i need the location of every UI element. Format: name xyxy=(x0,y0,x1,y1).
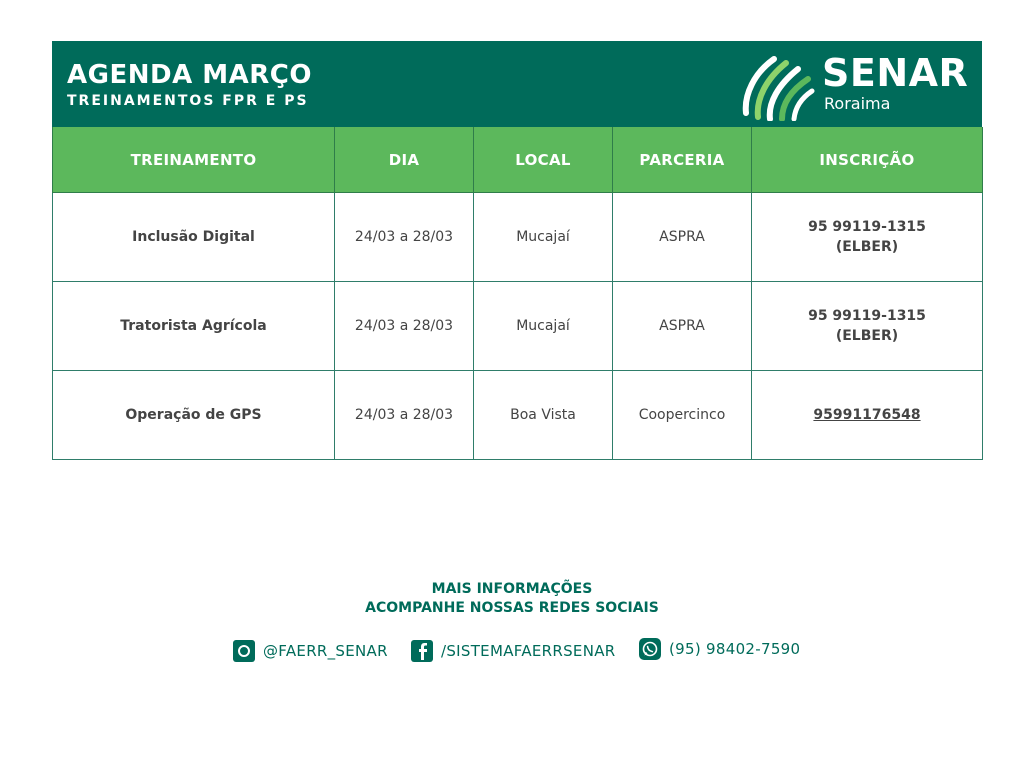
instagram-handle: @FAERR_SENAR xyxy=(263,642,388,660)
cell-treinamento: Inclusão Digital xyxy=(53,193,335,282)
inscricao-phone-link[interactable]: 95991176548 xyxy=(813,407,921,423)
cell-inscricao xyxy=(752,193,983,282)
info-heading: MAIS INFORMAÇÕES xyxy=(431,581,593,597)
table-header-row xyxy=(53,127,983,193)
senar-leaf-icon xyxy=(740,51,816,121)
header-treinamento: TREINAMENTO xyxy=(53,127,335,193)
table-row xyxy=(53,282,983,371)
inscricao-contact: (ELBER) xyxy=(835,239,899,255)
instagram-link[interactable] xyxy=(233,637,388,665)
cell-local: Mucajaí xyxy=(474,193,613,282)
facebook-handle: /SISTEMAFAERRSENAR xyxy=(441,642,616,660)
header-banner xyxy=(52,41,982,127)
instagram-icon xyxy=(233,640,255,662)
cell-inscricao xyxy=(752,371,983,460)
cell-parceria: ASPRA xyxy=(613,282,752,371)
whatsapp-link[interactable] xyxy=(639,635,800,663)
header-parceria: PARCERIA xyxy=(613,127,752,193)
whatsapp-icon xyxy=(639,638,661,660)
logo-wordmark: SENAR xyxy=(822,51,969,95)
table-row xyxy=(53,193,983,282)
table-row xyxy=(53,371,983,460)
header-inscricao: INSCRIÇÃO xyxy=(752,127,983,193)
cell-treinamento: Tratorista Agrícola xyxy=(53,282,335,371)
cell-dia: 24/03 a 28/03 xyxy=(335,193,474,282)
page-subtitle: TREINAMENTOS FPR E PS xyxy=(67,93,309,109)
cell-inscricao xyxy=(752,282,983,371)
facebook-icon xyxy=(411,640,433,662)
cell-treinamento: Operação de GPS xyxy=(53,371,335,460)
header-local: LOCAL xyxy=(474,127,613,193)
facebook-link[interactable] xyxy=(411,637,616,665)
logo-region: Roraima xyxy=(824,94,891,113)
cell-dia: 24/03 a 28/03 xyxy=(335,282,474,371)
whatsapp-number: (95) 98402-7590 xyxy=(669,640,801,658)
training-table xyxy=(52,127,983,460)
page-title: AGENDA MARÇO xyxy=(67,60,312,90)
header-dia: DIA xyxy=(335,127,474,193)
inscricao-contact: (ELBER) xyxy=(835,328,899,344)
cell-local: Boa Vista xyxy=(474,371,613,460)
inscricao-phone: 95 99119-1315 xyxy=(808,219,926,235)
info-subheading: ACOMPANHE NOSSAS REDES SOCIAIS xyxy=(365,600,659,616)
cell-parceria: ASPRA xyxy=(613,193,752,282)
cell-dia: 24/03 a 28/03 xyxy=(335,371,474,460)
cell-parceria: Coopercinco xyxy=(613,371,752,460)
inscricao-phone: 95 99119-1315 xyxy=(808,308,926,324)
cell-local: Mucajaí xyxy=(474,282,613,371)
senar-logo xyxy=(740,47,970,123)
